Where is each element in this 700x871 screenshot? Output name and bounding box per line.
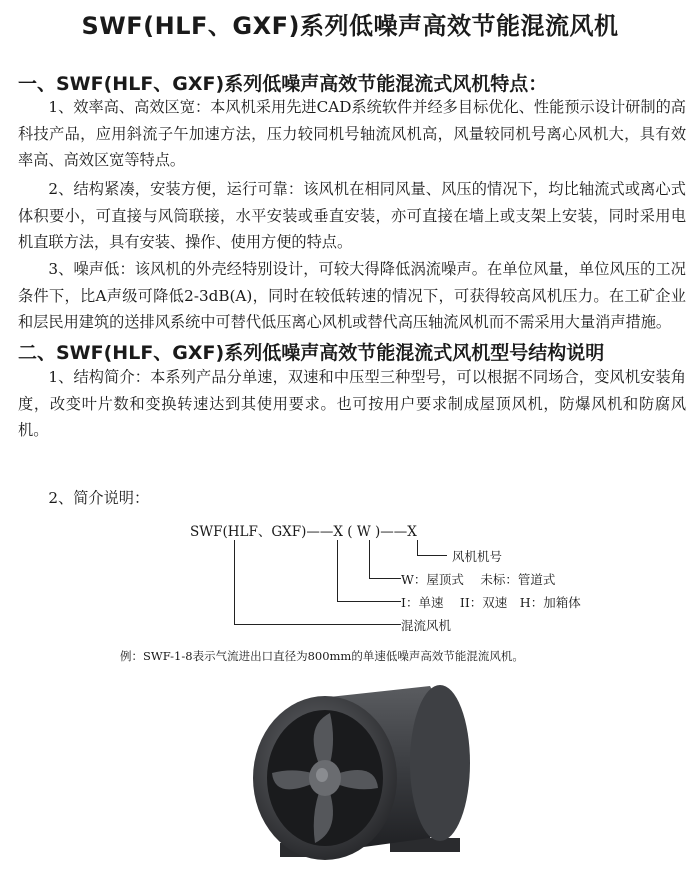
page-title: SWF(HLF、GXF)系列低噪声高效节能混流风机 — [81, 12, 619, 40]
label-fan-number: 风机机号 — [452, 549, 503, 564]
label-install-type: W：屋顶式 未标：管道式 — [401, 572, 556, 587]
paragraph-efficiency: 1、效率高、高效区宽：本风机采用先进CAD系统软件并经多目标优化、性能预示设计研制的高科技产品，应用斜流子午加速方法，压力较同机号轴流风机高，风量较同机号离心风机大，具有效率高、高效区宽等特点。 — [18, 98, 686, 169]
paragraph-description: 2、简介说明： — [48, 489, 150, 507]
paragraph-noise: 3、噪声低：该风机的外壳经特别设计，可较大得降低涡流噪声。在单位风量，单位风压的工况条件下，比A声级可降低2-3dB(A)，同时在较低转速的情况下，可获得较高风机压力。在工矿企业和层民用建筑的送排风系统中可替代低压离心风机或替代高压轴流风机而不需采用大量消声措施。 — [18, 260, 686, 331]
label-fan-type: 混流风机 — [401, 618, 452, 633]
example-note: 例：SWF-1-8表示气流进出口直径为800mm的单速低噪声高效节能混流风机。 — [120, 649, 524, 663]
paragraph-structure: 2、结构紧凑，安装方便，运行可靠：该风机在相同风量、风压的情况下，均比轴流式或离心式体积要小，可直接与风筒联接，水平安装或垂直安装，亦可直接在墙上或支架上安装，同时采用电机直联方法，具有安装、操作、使用方便的特点。 — [18, 180, 686, 251]
section1-heading: 一、SWF(HLF、GXF)系列低噪声高效节能混流式风机特点： — [18, 73, 548, 95]
fan-product-image — [250, 678, 480, 868]
paragraph-intro: 1、结构简介：本系列产品分单速，双速和中压型三种型号，可以根据不同场合，变风机安装角度，改变叶片数和变换转速达到其使用要求。也可按用户要求制成屋顶风机，防爆风机和防腐风机。 — [18, 368, 686, 439]
model-code: SWF(HLF、GXF)——X ( W )——X — [190, 524, 417, 540]
section2-heading: 二、SWF(HLF、GXF)系列低噪声高效节能混流式风机型号结构说明 — [18, 342, 605, 364]
label-speed-type: I：单速 II：双速 H：加箱体 — [401, 595, 581, 610]
